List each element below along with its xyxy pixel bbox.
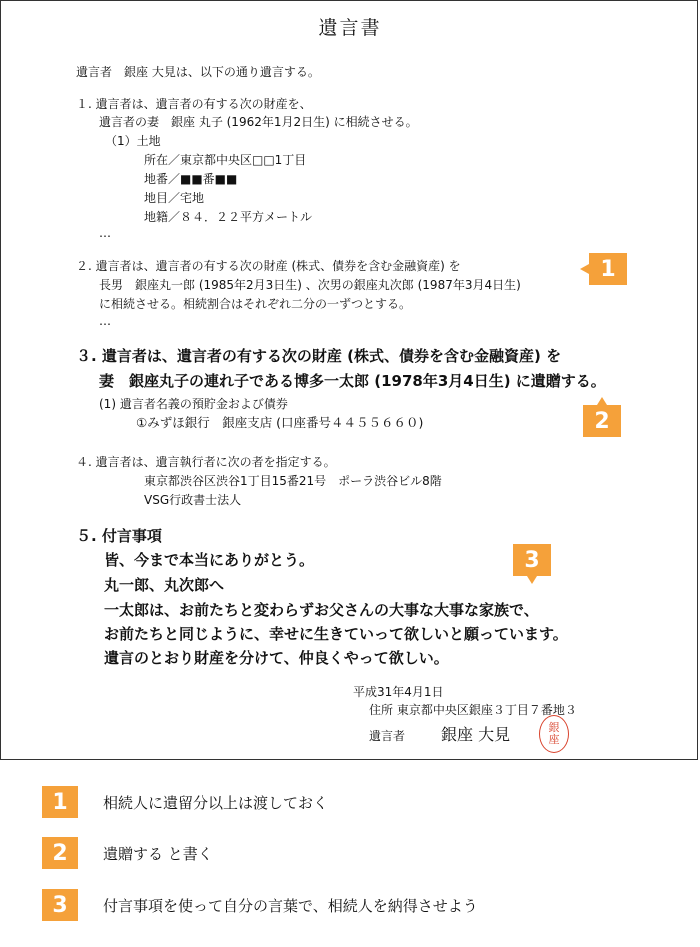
- badge-1: 1: [589, 253, 627, 285]
- legend-text-1: 相続人に遺留分以上は渡しておく: [103, 794, 329, 812]
- section1-line1: １. 遺言者は、遺言者の有する次の財産を、: [76, 97, 312, 111]
- section1-category: 地目／宅地: [144, 191, 205, 205]
- section2-line3: に相続させる。相続割合はそれぞれ二分の一ずつとする。: [99, 297, 412, 311]
- badge-2: 2: [583, 405, 621, 437]
- section5-line1: 皆、今まで本当にありがとう。: [104, 551, 315, 569]
- section3-line1: ３. 遺言者は、遺言者の有する次の財産 (株式、債券を含む金融資産) を: [76, 347, 562, 365]
- section1-lot: 地番／■■番■■: [144, 172, 238, 186]
- section2-line2: 長男 銀座丸一郎 (1985年2月3日生) 、次男の銀座丸次郎 (1987年3月4日生): [99, 278, 521, 292]
- legend-badge-3: 3: [42, 889, 78, 921]
- section3-item: (1) 遺言者名義の預貯金および債券: [99, 397, 288, 411]
- section4-address: 東京都渋谷区渋谷1丁目15番21号 ポーラ渋谷ビル8階: [144, 474, 442, 488]
- section4-name: VSG行政書士法人: [144, 493, 242, 507]
- section2-ellipsis: …: [99, 314, 111, 328]
- section4-line1: ４. 遺言者は、遺言執行者に次の者を指定する。: [76, 455, 336, 469]
- badge-3: 3: [513, 544, 551, 576]
- section1-line2: 遺言者の妻 銀座 丸子 (1962年1月2日生) に相続させる。: [99, 115, 418, 129]
- section5-line4: お前たちと同じように、幸せに生きていって欲しいと願っています。: [104, 625, 568, 643]
- legend-badge-2: 2: [42, 837, 78, 869]
- section1-item: （1）土地: [105, 134, 161, 148]
- seal-char: 銀: [548, 721, 560, 734]
- footer-testator-label: 遺言者: [369, 729, 406, 743]
- section2-line1: ２. 遺言者は、遺言者の有する次の財産 (株式、債券を含む金融資産) を: [76, 259, 461, 273]
- seal-stamp-icon: [539, 715, 569, 753]
- legend-text-2: 遺贈する と書く: [103, 845, 213, 863]
- section3-line2: 妻 銀座丸子の連れ子である博多一太郎 (1978年3月4日生) に遺贈する。: [99, 372, 606, 390]
- footer-testator-name: 銀座 大見: [441, 725, 511, 744]
- footer-date: 平成31年4月1日: [353, 685, 444, 699]
- intro-text: 遺言者 銀座 大見は、以下の通り遺言する。: [76, 65, 320, 79]
- section1-ellipsis: …: [99, 226, 111, 240]
- seal-char: 座: [548, 733, 560, 746]
- section1-address: 所在／東京都中央区□□1丁目: [144, 153, 307, 167]
- section5-line2: 丸一郎、丸次郎へ: [104, 576, 225, 594]
- section5-line5: 遺言のとおり財産を分けて、仲良くやって欲しい。: [104, 649, 449, 667]
- section1-area: 地籍／８４．２２平方メートル: [144, 210, 313, 224]
- footer-address: 住所 東京都中央区銀座３丁目７番地３: [369, 703, 577, 717]
- section3-bank: ①みずほ銀行 銀座支店 (口座番号４４５５６６０): [136, 415, 424, 430]
- document-title: 遺言書: [318, 17, 382, 39]
- legend-badge-1: 1: [42, 786, 78, 818]
- section5-line3: 一太郎は、お前たちと変わらずお父さんの大事な大事な家族で、: [104, 601, 539, 619]
- section5-heading: ５. 付言事項: [76, 527, 162, 545]
- legend-text-3: 付言事項を使って自分の言葉で、相続人を納得させよう: [103, 897, 478, 915]
